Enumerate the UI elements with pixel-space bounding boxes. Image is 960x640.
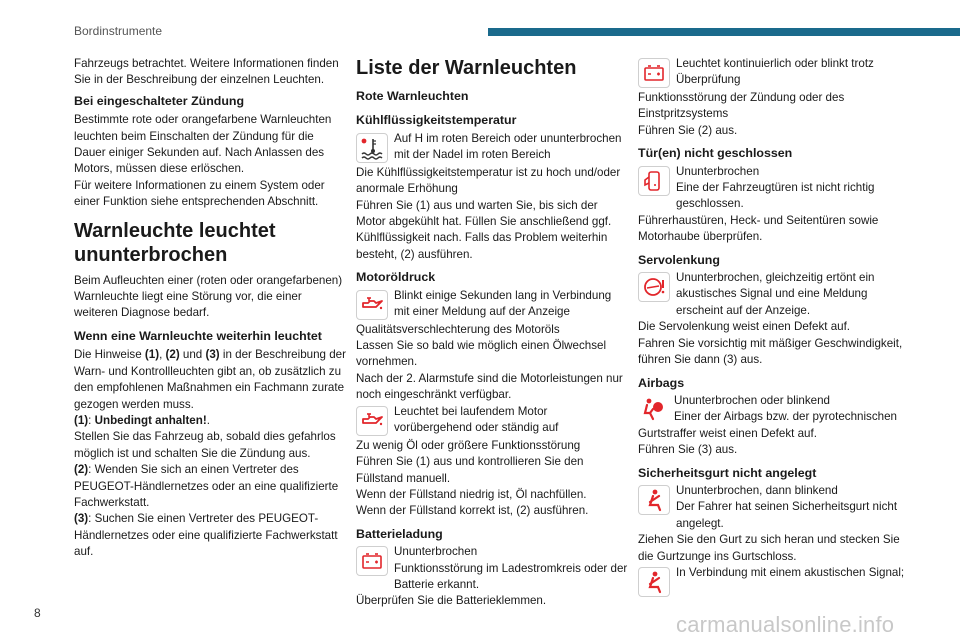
note-1-text: Stellen Sie das Fahrzeug ab, sobald dies gefahrlos möglich ist und schalten Sie die Zündung aus. bbox=[74, 430, 336, 460]
oil-text-5: Führen Sie (1) aus und kontrollieren Sie den Füllstand manuell. bbox=[356, 455, 584, 485]
open-door-icon bbox=[638, 166, 670, 196]
belt-icon-text: Ununterbrochen, dann blinkend bbox=[676, 483, 838, 497]
red-lights-heading: Rote Warnleuchten bbox=[356, 89, 469, 103]
coolant-entry bbox=[356, 131, 628, 165]
doors-icon-text: Ununterbrochen bbox=[676, 164, 760, 178]
seat-belt-icon bbox=[638, 485, 670, 515]
airbags-icon-text: Ununterbrochen oder blinkend bbox=[674, 393, 830, 407]
remain-text: Die Hinweise (1), (2) und (3) in der Beschreibung der Warn- und Kontrollleuchten gibt an, ob zusätzlich zu den empfohlenen Maßnahmen ein Fachmann zurate gezogen werden muss. bbox=[74, 348, 346, 411]
column-left bbox=[74, 56, 346, 561]
oil-text-7: Wenn der Füllstand korrekt ist, (2) ausführen. bbox=[356, 504, 589, 518]
seat-belt-icon-2 bbox=[638, 567, 670, 597]
steering-heading: Servolenkung bbox=[638, 252, 720, 267]
oil-text-4: Zu wenig Öl oder größere Funktionsstörung bbox=[356, 438, 581, 452]
battery-entry-2 bbox=[638, 56, 910, 90]
oil-icon-text-1: Blinkt einige Sekunden lang in Verbindung mit einer Meldung auf der Anzeige bbox=[394, 288, 612, 319]
oil-text-6: Wenn der Füllstand niedrig ist, Öl nachfüllen. bbox=[356, 487, 587, 501]
belt-entry-2 bbox=[638, 565, 910, 599]
coolant-icon-text: Auf H im roten Bereich oder ununterbrochen mit der Nadel im roten Bereich bbox=[394, 131, 622, 162]
note-2: (2): Wenden Sie sich an einen Vertreter des PEUGEOT-Händlernetzes oder an eine qualifizierte Fachwerkstatt. bbox=[74, 463, 339, 509]
steering-text-2: Fahren Sie vorsichtig mit mäßiger Geschwindigkeit, führen Sie dann (3) aus. bbox=[638, 336, 903, 367]
oil-text-3: Nach der 2. Alarmstufe sind die Motorleistungen nur noch eingeschränkt verfügbar. bbox=[356, 371, 623, 402]
oil-can-icon bbox=[356, 290, 388, 320]
column-right bbox=[638, 56, 910, 599]
coolant-text-2: Führen Sie (1) aus und warten Sie, bis sich der Motor abgekühlt hat. Füllen Sie anschließend ggf. Kühlflüssigkeit nach. Falls das Problem weiterhin besteht, (2) ausführen. bbox=[356, 198, 612, 261]
steering-text-1: Die Servolenkung weist einen Defekt auf. bbox=[638, 320, 851, 334]
airbags-text: Führen Sie (3) aus. bbox=[638, 443, 738, 457]
remain-heading: Wenn eine Warnleuchte weiterhin leuchtet bbox=[74, 328, 322, 343]
coolant-text-1: Die Kühlflüssigkeitstemperatur ist zu hoch und/oder anormale Erhöhung bbox=[356, 165, 621, 196]
steering-icon-text: Ununterbrochen, gleichzeitig ertönt ein akustisches Signal und eine Meldung erscheint auf der Anzeige. bbox=[676, 271, 875, 317]
belt-entry-1 bbox=[638, 483, 910, 532]
list-title: Liste der Warnleuchten bbox=[356, 57, 577, 79]
belt-icon-text-3: In Verbindung mit einem akustischen Signal; bbox=[676, 565, 905, 579]
battery-heading: Batterieladung bbox=[356, 526, 443, 541]
battery-text: Überprüfen Sie die Batterieklemmen. bbox=[356, 594, 547, 608]
battery-icon-text-3: Leuchtet kontinuierlich oder blinkt trotz Überprüfung bbox=[676, 57, 874, 87]
belt-text: Ziehen Sie den Gurt zu sich heran und stecken Sie die Gurtzunge ins Gurtschloss. bbox=[638, 533, 900, 563]
airbags-icon-text-2: Einer der Airbags bzw. der pyrotechnischen Gurtstraffer weist einen Defekt auf. bbox=[638, 410, 897, 440]
airbags-entry bbox=[638, 393, 910, 442]
oil-entry-2 bbox=[356, 404, 628, 438]
steering-entry bbox=[638, 270, 910, 319]
watermark: carmanualsonline.info bbox=[676, 612, 895, 637]
doors-icon-text-2: Eine der Fahrzeugtüren ist nicht richtig geschlossen. bbox=[676, 181, 875, 211]
ignition-heading: Bei eingeschalteter Zündung bbox=[74, 93, 245, 108]
belt-heading: Sicherheitsgurt nicht angelegt bbox=[638, 465, 817, 480]
oil-can-icon-2 bbox=[356, 406, 388, 436]
oil-text-1: Qualitätsverschlechterung des Motoröls bbox=[356, 322, 560, 336]
battery-entry bbox=[356, 544, 628, 593]
doors-text: Führerhaustüren, Heck- und Seitentüren sowie Motorhaube überprüfen. bbox=[638, 213, 879, 244]
battery-text-2: Führen Sie (2) aus. bbox=[638, 123, 738, 137]
doors-heading: Tür(en) nicht geschlossen bbox=[638, 146, 793, 161]
power-steering-icon bbox=[638, 272, 670, 302]
oil-icon-text-2: Leuchtet bei laufendem Motor vorübergehend oder ständig auf bbox=[394, 404, 559, 435]
oil-entry-1 bbox=[356, 288, 628, 322]
ignition-text-2: Für weitere Informationen zu einem System oder einer Funktion siehe entsprechenden Abschnitt. bbox=[74, 178, 325, 209]
column-middle bbox=[356, 56, 628, 610]
ignition-text: Bestimmte rote oder orangefarbene Warnleuchten leuchten beim Einschalten der Zündung für die Dauer einiger Sekunden auf. Nach Anlassen des Motors, müssen diese erlöschen. bbox=[74, 113, 332, 176]
coolant-temperature-icon bbox=[356, 133, 388, 163]
continuous-heading: Warnleuchte leuchtet ununterbrochen bbox=[74, 219, 276, 266]
airbags-heading: Airbags bbox=[638, 375, 685, 390]
coolant-heading: Kühlflüssigkeitstemperatur bbox=[356, 113, 517, 128]
intro-text: Fahrzeugs betrachtet. Weitere Informationen finden Sie in der Beschreibung der einzelnen Leuchten. bbox=[74, 57, 339, 87]
airbag-icon bbox=[638, 395, 668, 423]
oil-heading: Motoröldruck bbox=[356, 270, 436, 285]
continuous-text: Beim Aufleuchten einer (roten oder orangefarbenen) Warnleuchte liegt eine Störung vor, die einer weiteren Diagnose bedarf. bbox=[74, 273, 343, 320]
doors-entry bbox=[638, 164, 910, 213]
header-accent-bar bbox=[488, 28, 960, 36]
note-1: (1): Unbedingt anhalten!. bbox=[74, 413, 210, 427]
note-3: (3): Suchen Sie einen Vertreter des PEUGEOT-Händlernetzes oder eine qualifizierte Fachwerkstatt auf. bbox=[74, 512, 338, 559]
belt-icon-text-2: Der Fahrer hat seinen Sicherheitsgurt nicht angelegt. bbox=[676, 500, 898, 530]
battery-icon-text: Ununterbrochen bbox=[394, 545, 478, 559]
oil-text-2: Lassen Sie so bald wie möglich einen Ölwechsel vornehmen. bbox=[356, 339, 607, 369]
battery-icon-2 bbox=[638, 58, 670, 88]
running-header: Bordinstrumente bbox=[74, 24, 163, 38]
battery-icon-text-2: Funktionsstörung im Ladestromkreis oder der Batterie erkannt. bbox=[394, 561, 628, 591]
page-number: 8 bbox=[34, 606, 41, 620]
battery-text-1: Funktionsstörung der Zündung oder des Einstpritzsystems bbox=[638, 91, 845, 121]
battery-icon bbox=[356, 546, 388, 576]
